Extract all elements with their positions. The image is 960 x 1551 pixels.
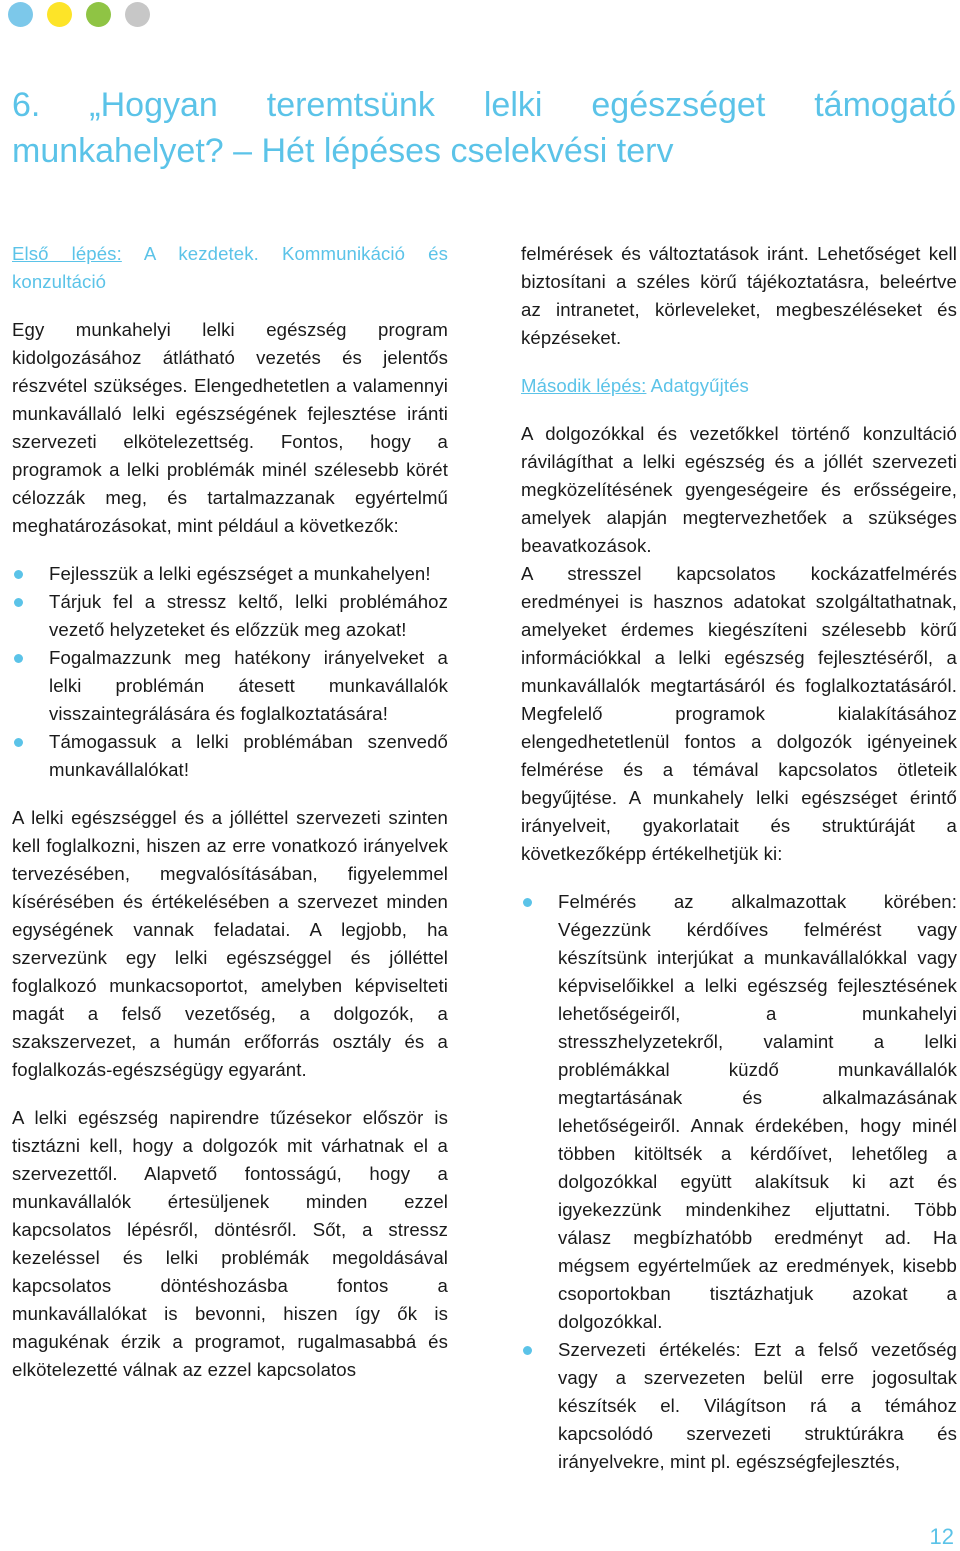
paragraph: A lelki egészséggel és a jólléttel szervezeti szinten kell foglalkozni, hiszen az erre vonatkozó irányelvek tervezésében, megvalósításában, figyelemmel kísérésében és értékelésében a szervezet minden egységének vannak feladatai. A legjobb, ha szervezünk egy lelki egészséggel és jólléttel foglalkozó munkacsoportot, amelyben képviselteti magát a felső vezetőség, a dolgozók, a szakszervezet, a humán erőforrás osztály és a foglalkozás-egészségügy egyaránt. bbox=[12, 807, 448, 1080]
step2-heading bbox=[521, 372, 957, 400]
paragraph: felmérések és változtatások iránt. Lehetőséget kell biztosítani a széles körű tájékoztatásra, beleértve az intranetet, körleveleket, megbeszéléseket és képzéseket. bbox=[521, 243, 957, 348]
step2-title: Adatgyűjtés bbox=[646, 375, 749, 396]
paragraph: A dolgozókkal és vezetőkkel történő konzultáció rávilágíthat a lelki egészség és a jóllét szervezeti megközelítésének gyengeségeire és erősségeire, amelyek alapján megtervezhetőek a szükséges beavatkozások. bbox=[521, 423, 957, 556]
paragraph: A lelki egészség napirendre tűzésekor először is tisztázni kell, hogy a dolgozók mit várhatnak el a szervezettől. Alapvető fontosságú, hogy a munkavállalók értesüljenek minden ezzel kapcsolatos lépésről, döntésről. Sőt, a stressz kezeléssel és lelki problémák megoldásával kapcsolatos döntéshozásba fontos a munkavállalókat is bevonni, hiszen így ők is magukénak érzik a programot, rugalmasabbá és elkötelezetté válnak az ezzel kapcsolatos bbox=[12, 1107, 448, 1380]
gray-dot-icon bbox=[125, 2, 150, 27]
page-number: 12 bbox=[929, 1524, 954, 1549]
step1-title: A kezdetek. Kommunikáció és konzultáció bbox=[12, 243, 448, 292]
left-column bbox=[12, 240, 448, 1404]
header-decoration bbox=[8, 2, 150, 27]
right-column bbox=[521, 240, 957, 1496]
list-item: Tárjuk fel a stressz keltő, lelki problémához vezető helyzeteket és előzzük meg azokat! bbox=[12, 588, 448, 644]
list-item: Támogassuk a lelki problémában szenvedő munkavállalókat! bbox=[12, 728, 448, 784]
paragraph: Egy munkahelyi lelki egészség program kidolgozásához átlátható vezetés és jelentős részvétel szükséges. Elengedhetetlen a valamennyi munkavállaló lelki egészségének fejlesztése iránti szervezeti elkötelezettség. Fontos, hogy a programok a lelki problémák minél szélesebb körét célozzák meg, és tartalmazzanak egyértelmű meghatározásokat, mint például a következők: bbox=[12, 319, 448, 536]
list-item: Felmérés az alkalmazottak körében: Végezzünk kérdőíves felmérést vagy készítsünk interjúkat a munkavállalókkal vagy képviselőikkel a lelki egészség fejlesztésének lehetőségeiről, a munkahelyi stresszhelyzetekről, valamint a lelki problémákkal küzdő munkavállalók megtartásának és alkalmazásának lehetőségeiről. Annak érdekében, hogy minél többen kitöltsék a kérdőívet, lehetőleg a dolgozókkal együtt alakítsuk ki azt és igyekezzünk mindenkihez eljuttatni. Több válasz megbízhatóbb eredményt ad. Ha mégsem egyértelműek az eredmények, kisebb csoportokban tisztázhatjuk azokat a dolgozókkal. bbox=[521, 888, 957, 1336]
step2-label: Második lépés: bbox=[521, 375, 647, 396]
list-item: Fogalmazzunk meg hatékony irányelveket a lelki problémán átesett munkavállalók visszaintegrálására és foglalkoztatására! bbox=[12, 644, 448, 728]
page-title: 6. „Hogyan teremtsünk lelki egészséget támogató munkahelyet? – Hét lépéses cselekvési terv bbox=[12, 86, 956, 170]
list-item: Fejlesszük a lelki egészséget a munkahelyen! bbox=[12, 560, 448, 588]
green-dot-icon bbox=[86, 2, 111, 27]
bullet-list bbox=[521, 888, 957, 1476]
yellow-dot-icon bbox=[47, 2, 72, 27]
step1-heading bbox=[12, 240, 448, 296]
blue-dot-icon bbox=[8, 2, 33, 27]
bullet-list bbox=[12, 560, 448, 784]
paragraph: A stresszel kapcsolatos kockázatfelmérés eredményei is hasznos adatokat szolgáltathatnak, amelyeket érdemes kiegészíteni szélesebb körű információkkal a lelki egészség fejlesztéséről, a munkavállalók megtartásáról és foglalkoztatásáról. Megfelelő programok kialakításához elengedhetetlenül fontos a dolgozók igényeinek felmérése és a témával kapcsolatos ötleteik begyűjtése. A munkahely lelki egészséget érintő irányelveit, gyakorlatait és struktúráját a következőképp értékelhetjük ki: bbox=[521, 563, 957, 864]
list-item: Szervezeti értékelés: Ezt a felső vezetőség vagy a szervezeten belül erre jogosultak készítsék el. Világítson rá a témához kapcsolódó szervezeti struktúrákra és irányelvekre, mint pl. egészségfejlesztés, bbox=[521, 1336, 957, 1476]
step1-label: Első lépés: bbox=[12, 243, 122, 264]
